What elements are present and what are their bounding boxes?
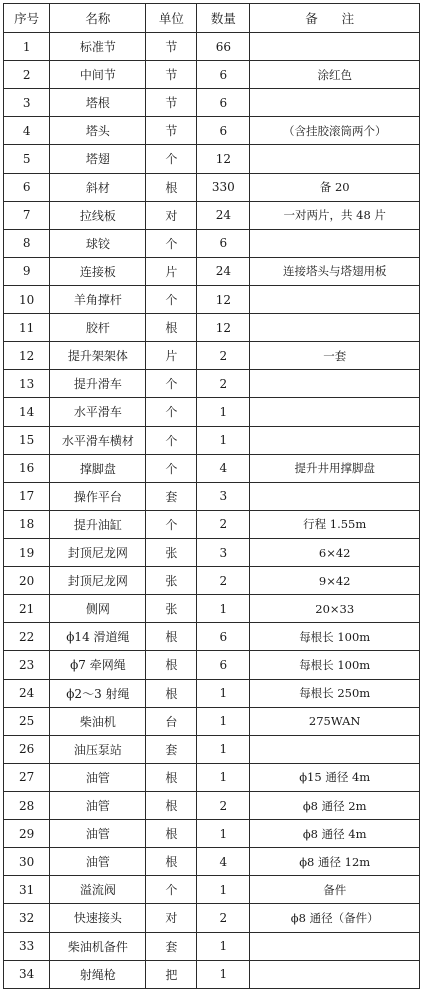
cell-unit: 片	[146, 257, 197, 285]
cell-no: 31	[4, 876, 50, 904]
cell-no: 27	[4, 763, 50, 791]
cell-no: 14	[4, 398, 50, 426]
cell-name: 侧网	[50, 595, 146, 623]
cell-remark: ϕ15 通径 4m	[250, 763, 420, 791]
cell-name: 封顶尼龙网	[50, 538, 146, 566]
cell-unit: 台	[146, 707, 197, 735]
cell-no: 6	[4, 173, 50, 201]
cell-qty: 4	[197, 454, 250, 482]
cell-remark	[250, 229, 420, 257]
cell-remark: 每根长 100m	[250, 623, 420, 651]
cell-name: 标准节	[50, 33, 146, 61]
cell-qty: 6	[197, 89, 250, 117]
table-row	[4, 510, 420, 538]
table-row	[4, 538, 420, 566]
cell-name: ϕ7 牵网绳	[50, 651, 146, 679]
cell-remark: 备件	[250, 876, 420, 904]
cell-no: 12	[4, 342, 50, 370]
table-row	[4, 145, 420, 173]
cell-qty: 2	[197, 567, 250, 595]
cell-remark: ϕ8 通径 12m	[250, 848, 420, 876]
cell-name: 斜材	[50, 173, 146, 201]
cell-qty: 1	[197, 426, 250, 454]
cell-name: 快速接头	[50, 904, 146, 932]
table-row	[4, 735, 420, 763]
table-row	[4, 932, 420, 960]
cell-no: 33	[4, 932, 50, 960]
cell-unit: 根	[146, 679, 197, 707]
table-row	[4, 257, 420, 285]
cell-remark	[250, 145, 420, 173]
cell-unit: 根	[146, 763, 197, 791]
header-name: 名称	[50, 4, 146, 33]
cell-remark	[250, 426, 420, 454]
table-row	[4, 820, 420, 848]
cell-name: 柴油机备件	[50, 932, 146, 960]
cell-unit: 套	[146, 735, 197, 763]
table-row	[4, 848, 420, 876]
cell-no: 1	[4, 33, 50, 61]
cell-remark	[250, 33, 420, 61]
table-row	[4, 904, 420, 932]
cell-remark	[250, 285, 420, 313]
cell-unit: 把	[146, 960, 197, 988]
table-row	[4, 173, 420, 201]
header-row	[4, 4, 420, 33]
cell-name: 溢流阀	[50, 876, 146, 904]
cell-qty: 12	[197, 285, 250, 313]
cell-no: 29	[4, 820, 50, 848]
cell-unit: 片	[146, 342, 197, 370]
cell-qty: 2	[197, 791, 250, 819]
header-unit: 单位	[146, 4, 197, 33]
table-row	[4, 454, 420, 482]
cell-unit: 张	[146, 567, 197, 595]
cell-unit: 个	[146, 398, 197, 426]
cell-unit: 根	[146, 623, 197, 651]
cell-no: 24	[4, 679, 50, 707]
cell-qty: 66	[197, 33, 250, 61]
cell-no: 10	[4, 285, 50, 313]
cell-no: 13	[4, 370, 50, 398]
cell-qty: 6	[197, 61, 250, 89]
cell-name: 油管	[50, 791, 146, 819]
table-row	[4, 679, 420, 707]
cell-no: 22	[4, 623, 50, 651]
cell-remark: ϕ8 通径 4m	[250, 820, 420, 848]
table-row	[4, 201, 420, 229]
cell-no: 2	[4, 61, 50, 89]
table-row	[4, 707, 420, 735]
cell-no: 21	[4, 595, 50, 623]
cell-unit: 套	[146, 932, 197, 960]
cell-unit: 根	[146, 791, 197, 819]
cell-name: 塔根	[50, 89, 146, 117]
cell-remark: 6×42	[250, 538, 420, 566]
cell-qty: 2	[197, 370, 250, 398]
cell-remark: ϕ8 通径（备件）	[250, 904, 420, 932]
table-row	[4, 370, 420, 398]
cell-no: 9	[4, 257, 50, 285]
header-no: 序号	[4, 4, 50, 33]
cell-name: 水平滑车	[50, 398, 146, 426]
cell-qty: 24	[197, 201, 250, 229]
cell-remark: 20×33	[250, 595, 420, 623]
cell-unit: 个	[146, 454, 197, 482]
table-row	[4, 595, 420, 623]
cell-qty: 24	[197, 257, 250, 285]
cell-qty: 330	[197, 173, 250, 201]
cell-unit: 对	[146, 201, 197, 229]
table-row	[4, 567, 420, 595]
cell-no: 15	[4, 426, 50, 454]
cell-name: 柴油机	[50, 707, 146, 735]
cell-unit: 节	[146, 61, 197, 89]
cell-name: 球铰	[50, 229, 146, 257]
cell-qty: 1	[197, 707, 250, 735]
table-row	[4, 33, 420, 61]
cell-no: 7	[4, 201, 50, 229]
cell-qty: 3	[197, 482, 250, 510]
cell-remark	[250, 960, 420, 988]
cell-remark: 每根长 250m	[250, 679, 420, 707]
cell-name: 提升油缸	[50, 510, 146, 538]
table-row	[4, 960, 420, 988]
table-header	[4, 4, 420, 33]
cell-no: 3	[4, 89, 50, 117]
cell-qty: 3	[197, 538, 250, 566]
cell-qty: 1	[197, 763, 250, 791]
cell-qty: 12	[197, 314, 250, 342]
cell-qty: 6	[197, 651, 250, 679]
cell-qty: 12	[197, 145, 250, 173]
table-row	[4, 89, 420, 117]
cell-unit: 个	[146, 145, 197, 173]
cell-no: 4	[4, 117, 50, 145]
cell-remark	[250, 314, 420, 342]
cell-remark	[250, 398, 420, 426]
table-row	[4, 342, 420, 370]
table-row	[4, 426, 420, 454]
cell-qty: 6	[197, 229, 250, 257]
table-row	[4, 791, 420, 819]
cell-remark: 一套	[250, 342, 420, 370]
table-row	[4, 285, 420, 313]
cell-name: 塔翅	[50, 145, 146, 173]
cell-qty: 1	[197, 932, 250, 960]
cell-qty: 4	[197, 848, 250, 876]
cell-name: 羊角撑杆	[50, 285, 146, 313]
header-qty: 数量	[197, 4, 250, 33]
cell-no: 26	[4, 735, 50, 763]
cell-remark: （含挂胶滚筒两个）	[250, 117, 420, 145]
cell-no: 20	[4, 567, 50, 595]
cell-name: 中间节	[50, 61, 146, 89]
table-row	[4, 61, 420, 89]
cell-remark: ϕ8 通径 2m	[250, 791, 420, 819]
cell-name: 射绳枪	[50, 960, 146, 988]
table-row	[4, 876, 420, 904]
cell-remark: 备 20	[250, 173, 420, 201]
cell-unit: 个	[146, 285, 197, 313]
cell-remark: 一对两片，共 48 片	[250, 201, 420, 229]
cell-remark	[250, 482, 420, 510]
cell-unit: 张	[146, 538, 197, 566]
cell-unit: 节	[146, 33, 197, 61]
cell-unit: 根	[146, 848, 197, 876]
cell-unit: 个	[146, 426, 197, 454]
cell-remark	[250, 89, 420, 117]
cell-name: 水平滑车横材	[50, 426, 146, 454]
cell-name: 拉线板	[50, 201, 146, 229]
cell-remark: 涂红色	[250, 61, 420, 89]
cell-name: 操作平台	[50, 482, 146, 510]
cell-qty: 2	[197, 510, 250, 538]
cell-remark: 9×42	[250, 567, 420, 595]
cell-remark	[250, 370, 420, 398]
cell-remark: 提升井用撑脚盘	[250, 454, 420, 482]
table-row	[4, 623, 420, 651]
cell-name: 封顶尼龙网	[50, 567, 146, 595]
cell-qty: 1	[197, 735, 250, 763]
cell-unit: 个	[146, 876, 197, 904]
cell-unit: 根	[146, 651, 197, 679]
cell-unit: 个	[146, 510, 197, 538]
cell-no: 34	[4, 960, 50, 988]
cell-name: 提升滑车	[50, 370, 146, 398]
cell-qty: 2	[197, 342, 250, 370]
equipment-table	[3, 3, 420, 989]
cell-name: 油管	[50, 820, 146, 848]
cell-no: 16	[4, 454, 50, 482]
cell-qty: 1	[197, 679, 250, 707]
cell-no: 11	[4, 314, 50, 342]
table-row	[4, 482, 420, 510]
cell-name: 油管	[50, 763, 146, 791]
table-row	[4, 763, 420, 791]
cell-unit: 节	[146, 117, 197, 145]
cell-no: 5	[4, 145, 50, 173]
cell-unit: 张	[146, 595, 197, 623]
cell-qty: 1	[197, 820, 250, 848]
cell-name: 塔头	[50, 117, 146, 145]
cell-no: 23	[4, 651, 50, 679]
cell-name: 油压泵站	[50, 735, 146, 763]
cell-unit: 个	[146, 370, 197, 398]
cell-unit: 根	[146, 173, 197, 201]
cell-unit: 套	[146, 482, 197, 510]
cell-remark	[250, 932, 420, 960]
cell-no: 18	[4, 510, 50, 538]
cell-no: 19	[4, 538, 50, 566]
cell-qty: 1	[197, 595, 250, 623]
cell-remark: 行程 1.55m	[250, 510, 420, 538]
cell-qty: 1	[197, 960, 250, 988]
cell-qty: 1	[197, 398, 250, 426]
cell-qty: 1	[197, 876, 250, 904]
cell-no: 30	[4, 848, 50, 876]
cell-no: 8	[4, 229, 50, 257]
table-row	[4, 229, 420, 257]
cell-name: 胶杆	[50, 314, 146, 342]
cell-no: 25	[4, 707, 50, 735]
cell-unit: 对	[146, 904, 197, 932]
table-row	[4, 314, 420, 342]
cell-no: 28	[4, 791, 50, 819]
cell-remark: 275WAN	[250, 707, 420, 735]
cell-qty: 6	[197, 623, 250, 651]
cell-remark: 每根长 100m	[250, 651, 420, 679]
cell-name: 连接板	[50, 257, 146, 285]
cell-qty: 2	[197, 904, 250, 932]
cell-remark: 连接塔头与塔翅用板	[250, 257, 420, 285]
cell-no: 32	[4, 904, 50, 932]
table-row	[4, 117, 420, 145]
header-remark: 备 注	[250, 4, 420, 33]
cell-name: ϕ14 滑道绳	[50, 623, 146, 651]
cell-name: 提升架架体	[50, 342, 146, 370]
cell-unit: 节	[146, 89, 197, 117]
table-row	[4, 398, 420, 426]
table-row	[4, 651, 420, 679]
table-body	[4, 33, 420, 989]
cell-qty: 6	[197, 117, 250, 145]
cell-unit: 根	[146, 314, 197, 342]
cell-unit: 个	[146, 229, 197, 257]
cell-name: 油管	[50, 848, 146, 876]
cell-name: 撑脚盘	[50, 454, 146, 482]
cell-remark	[250, 735, 420, 763]
cell-no: 17	[4, 482, 50, 510]
cell-name: ϕ2～3 射绳	[50, 679, 146, 707]
cell-unit: 根	[146, 820, 197, 848]
